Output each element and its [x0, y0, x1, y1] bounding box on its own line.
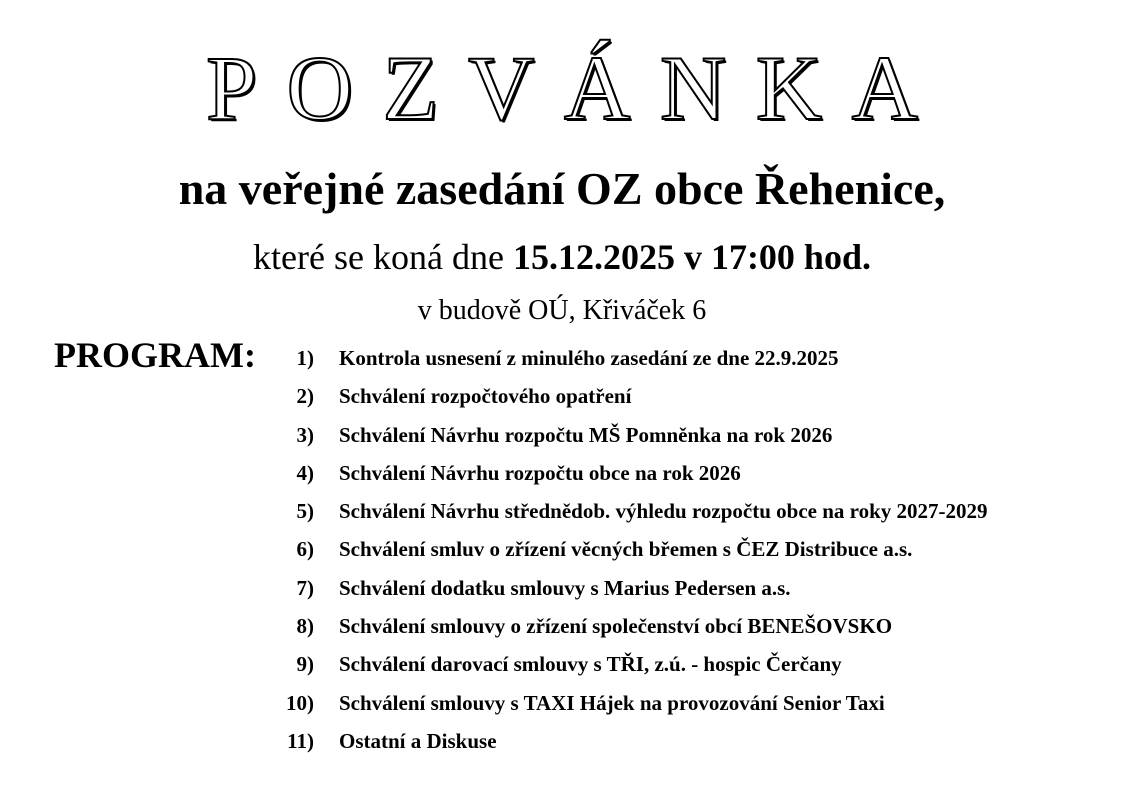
item-text: Schválení Návrhu rozpočtu MŠ Pomněnka na rok 2026: [339, 422, 833, 447]
program-item: [274, 614, 1114, 652]
item-number: 9): [296, 652, 314, 677]
item-text: Schválení smlouvy s TAXI Hájek na provozování Senior Taxi: [339, 690, 885, 715]
item-text: Schválení smlouvy o zřízení společenství obcí BENEŠOVSKO: [339, 614, 893, 639]
item-number: 11): [287, 728, 314, 753]
program-item: [274, 729, 1114, 767]
date-prefix: které se koná dne: [253, 237, 513, 277]
item-number: 7): [296, 575, 314, 600]
program-label: PROGRAM:: [54, 335, 256, 375]
item-number: 8): [296, 614, 314, 639]
program-item: [274, 346, 1114, 384]
item-text: Ostatní a Diskuse: [339, 728, 497, 753]
item-number: 10): [286, 690, 314, 715]
item-text: Schválení darovací smlouvy s TŘI, z.ú. - hospic Čerčany: [339, 652, 842, 677]
meeting-date-line: [0, 238, 1124, 278]
program-item: [274, 499, 1114, 537]
meeting-location: v budově OÚ, Křiváček 6: [417, 295, 707, 326]
program-item: [274, 384, 1114, 422]
item-number: 1): [296, 346, 314, 370]
item-number: 2): [296, 384, 314, 409]
program-item: [274, 576, 1114, 614]
item-number: 5): [296, 499, 314, 524]
program-item: [274, 652, 1114, 690]
item-text: Kontrola usnesení z minulého zasedání ze dne 22.9.2025: [339, 346, 839, 370]
program-item: [274, 537, 1114, 575]
program-item: [274, 461, 1114, 499]
item-text: Schválení Návrhu rozpočtu obce na rok 2026: [339, 460, 741, 485]
item-text: Schválení smluv o zřízení věcných břemen s ČEZ Distribuce a.s.: [339, 537, 913, 562]
item-text: Schválení dodatku smlouvy s Marius Pedersen a.s.: [339, 575, 791, 600]
item-number: 4): [296, 460, 314, 485]
program-list: [274, 346, 1114, 767]
item-number: 3): [296, 422, 314, 447]
program-item: [274, 423, 1114, 461]
item-number: 6): [296, 537, 314, 562]
meeting-subtitle: na veřejné zasedání OZ obce Řehenice,: [178, 163, 946, 214]
program-item: [274, 691, 1114, 729]
item-text: Schválení rozpočtového opatření: [339, 384, 632, 409]
item-text: Schválení Návrhu střednědob. výhledu rozpočtu obce na roky 2027-2029: [339, 499, 988, 524]
invitation-title: POZVÁNKA: [205, 37, 948, 139]
meeting-datetime: 15.12.2025 v 17:00 hod.: [512, 237, 871, 277]
